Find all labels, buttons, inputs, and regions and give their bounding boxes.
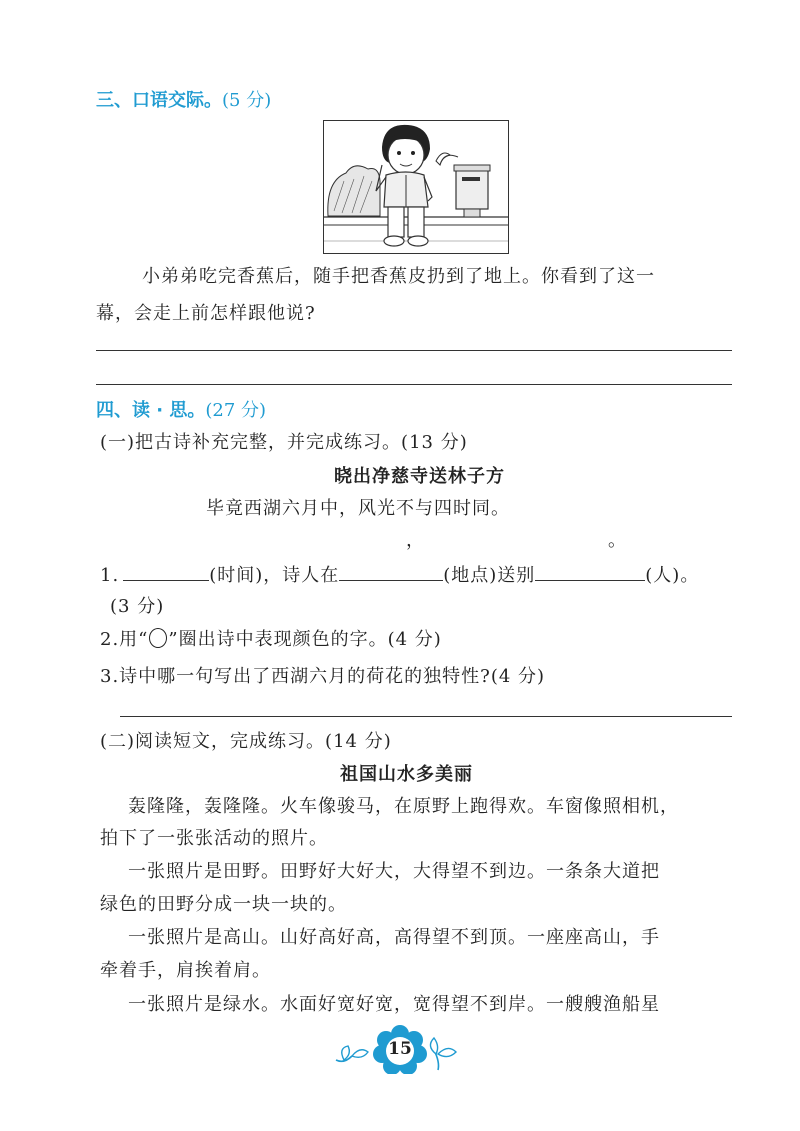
section4-points: (27 分) xyxy=(205,400,267,421)
q1-points: (3 分) xyxy=(110,596,165,617)
passage-line: 牵着手，肩挨着肩。 xyxy=(100,960,271,981)
part2-heading: (二)阅读短文，完成练习。(14 分) xyxy=(100,731,392,752)
q1-text-part2: (地点)送别 xyxy=(443,565,536,586)
section3-points: (5 分) xyxy=(222,90,272,111)
section3-prompt-line2: 幕，会走上前怎样跟他说? xyxy=(96,303,316,324)
poem-line1: 毕竟西湖六月中，风光不与四时同。 xyxy=(206,498,510,519)
passage-title: 祖国山水多美丽 xyxy=(340,764,473,785)
poem-period: 。 xyxy=(608,530,627,551)
question-2 xyxy=(100,625,442,651)
page-number: 15 xyxy=(388,1039,412,1059)
q1-text-part1: (时间)，诗人在 xyxy=(209,565,340,586)
boy-illustration-icon xyxy=(324,121,508,253)
question-1 xyxy=(100,561,699,587)
passage-line: 一张照片是田野。田野好大好大，大得望不到边。一条条大道把 xyxy=(128,861,660,882)
section3-heading xyxy=(96,86,271,112)
poem-blank-1[interactable] xyxy=(206,542,406,543)
q3-answer-line[interactable] xyxy=(120,716,732,717)
part1-heading: (一)把古诗补充完整，并完成练习。(13 分) xyxy=(100,432,468,453)
q1-blank-time[interactable] xyxy=(123,562,209,581)
poem-title: 晓出净慈寺送林子方 xyxy=(334,466,505,487)
q1-blank-place[interactable] xyxy=(339,562,443,581)
poem-comma: ， xyxy=(406,530,425,551)
section3-heading-text: 三、口语交际。 xyxy=(96,90,222,111)
answer-line-1[interactable] xyxy=(96,350,732,351)
section4-heading xyxy=(96,396,266,422)
section4-heading-text: 四、读 · 思。 xyxy=(96,400,206,421)
page-number-badge xyxy=(330,1024,470,1074)
q1-text-part3: (人)。 xyxy=(645,565,700,586)
poem-blank-2[interactable] xyxy=(420,542,608,543)
passage-line: 轰隆隆，轰隆隆。火车像骏马，在原野上跑得欢。车窗像照相机， xyxy=(128,796,679,817)
passage-line: 绿色的田野分成一块一块的。 xyxy=(100,894,347,915)
question-3: 3.诗中哪一句写出了西湖六月的荷花的独特性?(4 分) xyxy=(100,666,546,687)
section3-prompt-line1: 小弟弟吃完香蕉后，随手把香蕉皮扔到了地上。你看到了这一 xyxy=(142,266,655,287)
q1-blank-person[interactable] xyxy=(535,562,645,581)
q2-text-post: ”圈出诗中表现颜色的字。(4 分) xyxy=(168,629,442,650)
circle-symbol-icon xyxy=(149,628,167,648)
q1-number: 1. xyxy=(100,565,120,586)
passage-line: 一张照片是高山。山好高好高，高得望不到顶。一座座高山，手 xyxy=(128,927,660,948)
illustration-boy-banana xyxy=(323,120,509,254)
passage-line: 一张照片是绿水。水面好宽好宽，宽得望不到岸。一艘艘渔船星 xyxy=(128,994,660,1015)
passage-line: 拍下了一张张活动的照片。 xyxy=(100,828,328,849)
q2-text-pre: 2.用“ xyxy=(100,629,149,650)
answer-line-2[interactable] xyxy=(96,384,732,385)
